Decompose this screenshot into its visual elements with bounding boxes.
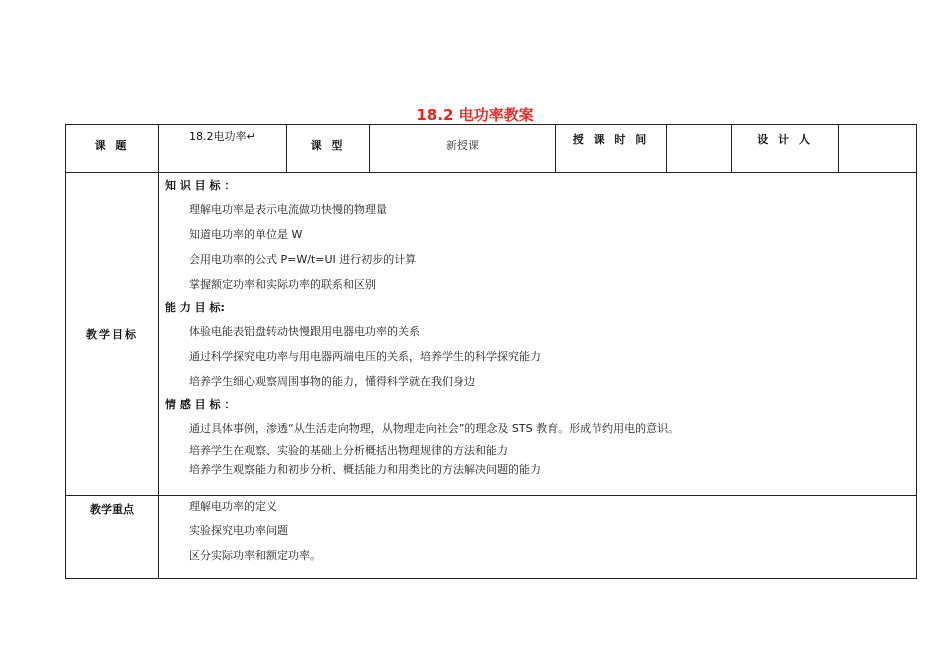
time-label: 授 课 时 间 <box>556 125 667 173</box>
key-point-item: 实验探究电功率问题 <box>189 524 288 537</box>
designer-label: 设 计 人 <box>732 125 839 173</box>
document-title: 18.2 电功率教案 <box>416 106 534 124</box>
type-value: 新授课 <box>370 125 556 173</box>
knowledge-item: 掌握额定功率和实际功率的联系和区别 <box>189 278 376 291</box>
ability-item: 培养学生细心观察周围事物的能力，懂得科学就在我们身边 <box>189 375 475 388</box>
objectives-row <box>66 173 917 496</box>
knowledge-item: 理解电功率是表示电流做功快慢的物理量 <box>189 203 387 216</box>
objectives-label: 教学目标 <box>66 173 159 496</box>
objectives-content <box>159 173 917 496</box>
key-points-row <box>66 496 917 579</box>
emotion-heading: 情 感 目 标 ： <box>165 398 236 411</box>
key-point-item: 理解电功率的定义 <box>189 500 277 513</box>
designer-value <box>839 125 917 173</box>
lesson-plan-table <box>65 124 917 579</box>
emotion-item: 培养学生观察能力和初步分析、概括能力和用类比的方法解决问题的能力 <box>189 463 541 476</box>
ability-item: 体验电能表铝盘转动快慢跟用电器电功率的关系 <box>189 325 420 338</box>
knowledge-item: 会用电功率的公式 P=W/t=UI 进行初步的计算 <box>189 253 417 266</box>
time-value <box>667 125 732 173</box>
key-points-content <box>159 496 917 579</box>
topic-label: 课 题 <box>66 125 159 173</box>
type-label: 课 型 <box>287 125 370 173</box>
knowledge-item: 知道电功率的单位是 W <box>189 228 303 241</box>
key-point-item: 区分实际功率和额定功率。 <box>189 549 321 562</box>
topic-value: 18.2电功率↵ <box>159 125 287 173</box>
key-points-label: 教学重点 <box>66 496 159 579</box>
ability-item: 通过科学探究电功率与用电器两端电压的关系，培养学生的科学探究能力 <box>189 350 541 363</box>
knowledge-heading: 知 识 目 标 ： <box>165 179 236 192</box>
header-row <box>66 125 917 173</box>
emotion-item: 培养学生在观察、实验的基础上分析概括出物理规律的方法和能力 <box>189 444 508 457</box>
ability-heading: 能 力 目 标: <box>165 301 225 314</box>
emotion-item: 通过具体事例，渗透“从生活走向物理，从物理走向社会”的理念及 STS 教育。形成节约用电的意识。 <box>189 422 680 435</box>
